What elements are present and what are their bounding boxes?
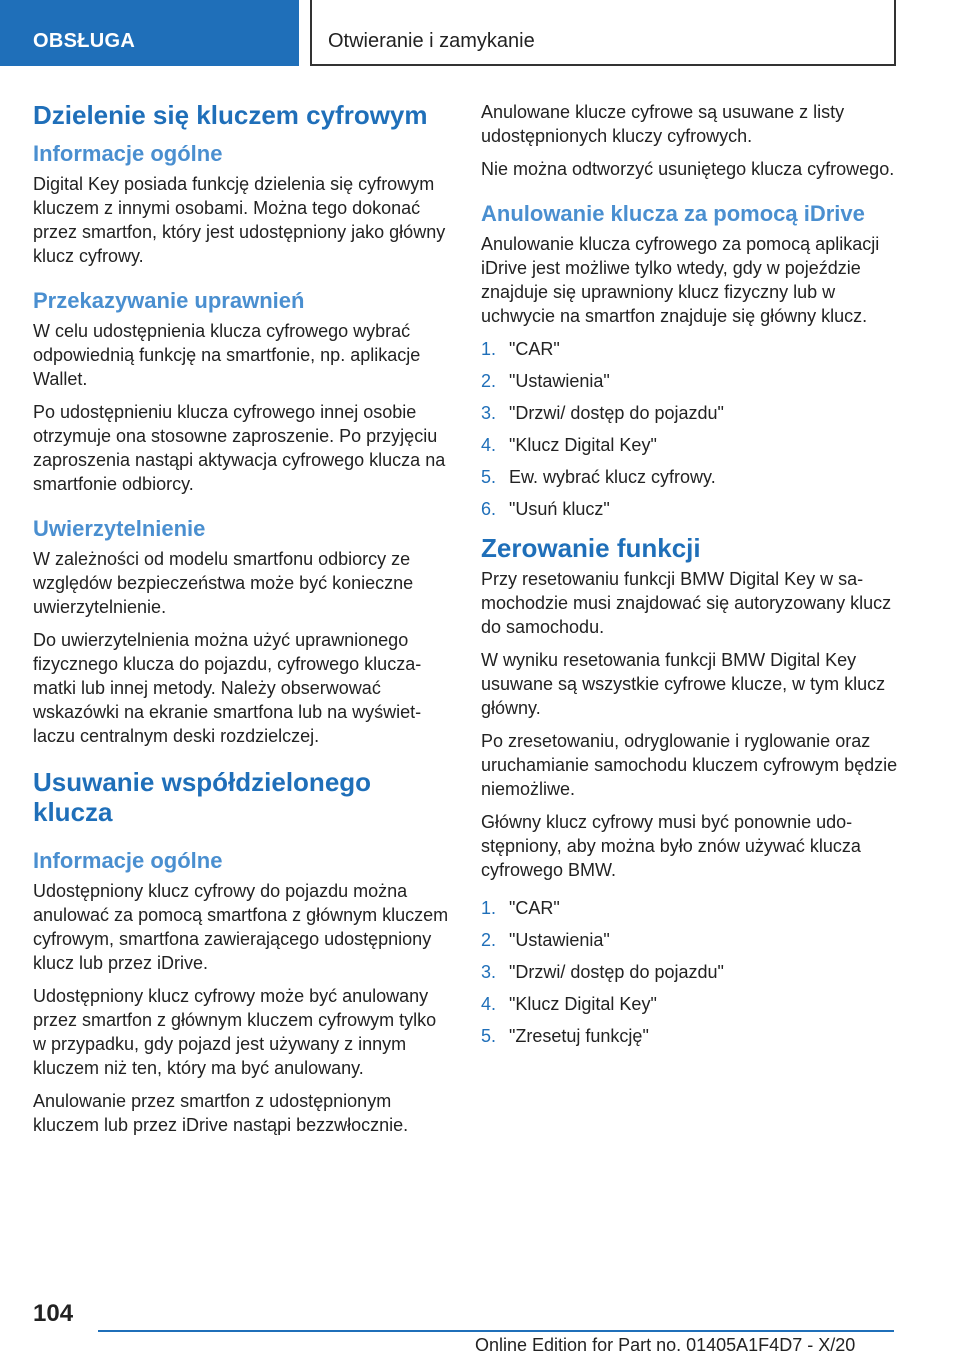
paragraph: Po udostępnieniu klucza cyfrowego innej osobie otrzymuje ona stosowne zaproszenie. Po przyjęciu zaproszenia nastąpi aktywacja cyfrowego klucza na smartfonie odbiorcy. — [33, 402, 446, 494]
list-item: 2. "Ustawienia" — [481, 930, 610, 950]
subheading-transfer: Przekazywanie uprawnień — [33, 288, 305, 313]
list-item: 4. "Klucz Digital Key" — [481, 994, 657, 1014]
left-column — [33, 100, 453, 1146]
paragraph: W celu udostępnienia klucza cyfrowego wybrać odpowiednią funkcję na smartfonie, np. aplikacje Wallet. — [33, 321, 421, 389]
paragraph: Udostępniony klucz cyfrowy do pojazdu można anulować za pomocą smartfona z głównym kluczem cyfrowym, smartfona zawierającego udostępniony klucz lub przez iDrive. — [33, 881, 449, 973]
paragraph: Nie można odtworzyć usuniętego klucza cyfrowego. — [481, 159, 895, 179]
list-item: 1. "CAR" — [481, 898, 560, 918]
list-item: 4. "Klucz Digital Key" — [481, 435, 657, 455]
subheading-general: Informacje ogólne — [33, 141, 223, 166]
page-number: 104 — [33, 1300, 74, 1327]
subheading-auth: Uwierzytelnienie — [33, 516, 206, 541]
paragraph: Anulowane klucze cyfrowe są usuwane z listy udostępnionych kluczy cyfrowych. — [481, 102, 845, 146]
list-item: 3. "Drzwi/ dostęp do pojazdu" — [481, 962, 724, 982]
paragraph: Do uwierzytelnienia można użyć uprawnionego fizycznego klucza do pojazdu, cyfrowego kluczamatki lub innej metody. Należy obserwować wskazówki na ekranie smartfona lub na wyświetlaczu centralnym deski rozdzielczej. — [33, 630, 422, 746]
page-header — [0, 0, 960, 66]
section-tab — [0, 0, 299, 66]
chapter-box — [310, 0, 896, 66]
right-column — [481, 100, 901, 1060]
list-item: 5. "Zresetuj funkcję" — [481, 1026, 649, 1046]
section-title: Dzielenie się kluczem cyfrowym — [33, 100, 428, 130]
paragraph: Po zresetowaniu, odryglowanie i ryglowanie oraz uruchamianie samochodu kluczem cyfrowym będzie niemożliwe. — [481, 731, 898, 799]
paragraph: W wyniku resetowania funkcji BMW Digital Key usuwane są wszystkie cyfrowe klucze, w tym klucz główny. — [481, 650, 886, 718]
paragraph: Główny klucz cyfrowy musi być ponownie udostępniony, aby można było znów używać klucza cyfrowego BMW. — [481, 812, 861, 880]
subheading-idrive: Anulowanie klucza za pomocą iDrive — [481, 201, 865, 226]
list-item: 6. "Usuń klucz" — [481, 499, 610, 519]
paragraph: Anulowanie klucza cyfrowego za pomocą aplikacji iDrive jest możliwe tylko wtedy, gdy w pojeździe znajduje się uprawniony klucz fizyczny lub w uchwycie na smartfon znajduje się główny klucz. — [481, 234, 880, 326]
footer-divider — [98, 1330, 894, 1332]
list-item: 1. "CAR" — [481, 339, 560, 359]
paragraph: Przy resetowaniu funkcji BMW Digital Key w samochodzie musi znajdować się autoryzowany klucz do samochodu. — [481, 569, 892, 637]
paragraph: Digital Key posiada funkcję dzielenia się cyfrowym kluczem z innymi osobami. Można tego dokonać przez smartfon, który jest udostępniony jako główny klucz cyfrowy. — [33, 174, 446, 266]
section-label: OBSŁUGA — [33, 30, 136, 52]
reset-steps-list — [481, 896, 901, 1048]
section-title-remove: Usuwanie współdzielonego klucza — [33, 767, 372, 827]
subheading-remove-general: Informacje ogólne — [33, 848, 223, 873]
footer-edition: Online Edition for Part no. 01405A1F4D7 - X/20 — [475, 1335, 856, 1355]
section-title-reset: Zerowanie funkcji — [481, 533, 701, 563]
paragraph: Anulowanie przez smartfon z udostępnionym kluczem lub przez iDrive nastąpi bezzwłocznie. — [33, 1091, 409, 1135]
idrive-steps-list — [481, 337, 901, 521]
paragraph: Udostępniony klucz cyfrowy może być anulowany przez smartfon z głównym kluczem cyfrowym tylko w przypadku, gdy pojazd jest używany z innym kluczem niż ten, który ma być anulowany. — [33, 986, 437, 1078]
paragraph: W zależności od modelu smartfonu odbiorcy ze względów bezpieczeństwa może być konieczne uwierzytelnienie. — [33, 549, 414, 617]
list-item: 5. Ew. wybrać klucz cyfrowy. — [481, 467, 716, 487]
list-item: 2. "Ustawienia" — [481, 371, 610, 391]
chapter-label: Otwieranie i zamykanie — [328, 30, 535, 52]
list-item: 3. "Drzwi/ dostęp do pojazdu" — [481, 403, 724, 423]
